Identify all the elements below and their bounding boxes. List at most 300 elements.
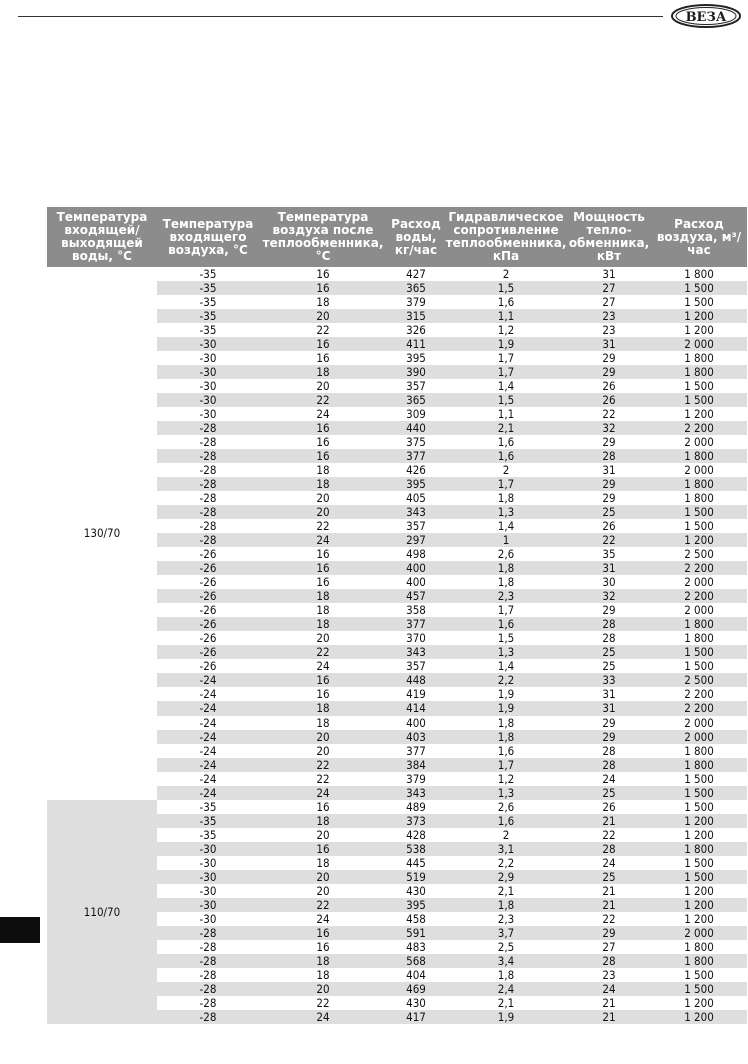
air-flow-cell: 1 200	[651, 533, 747, 547]
water-flow-cell: 357	[387, 519, 445, 533]
air-flow-cell: 1 200	[651, 898, 747, 912]
inlet-air-temp-cell: -28	[157, 519, 259, 533]
power-cell: 25	[567, 505, 651, 519]
power-cell: 22	[567, 407, 651, 421]
inlet-air-temp-cell: -28	[157, 505, 259, 519]
inlet-air-temp-cell: -26	[157, 561, 259, 575]
power-cell: 33	[567, 673, 651, 687]
outlet-air-temp-cell: 16	[259, 673, 387, 687]
outlet-air-temp-cell: 22	[259, 758, 387, 772]
hydraulic-resistance-cell: 2,1	[445, 421, 567, 435]
power-cell: 31	[567, 561, 651, 575]
water-flow-cell: 365	[387, 281, 445, 295]
hydraulic-resistance-cell: 1,5	[445, 393, 567, 407]
outlet-air-temp-cell: 22	[259, 519, 387, 533]
hydraulic-resistance-cell: 1	[445, 533, 567, 547]
inlet-air-temp-cell: -35	[157, 267, 259, 281]
air-flow-cell: 2 000	[651, 603, 747, 617]
water-flow-cell: 326	[387, 323, 445, 337]
water-flow-cell: 419	[387, 687, 445, 701]
water-flow-cell: 489	[387, 800, 445, 814]
outlet-air-temp-cell: 22	[259, 323, 387, 337]
water-flow-cell: 445	[387, 856, 445, 870]
inlet-air-temp-cell: -24	[157, 758, 259, 772]
outlet-air-temp-cell: 18	[259, 295, 387, 309]
air-flow-cell: 1 800	[651, 954, 747, 968]
outlet-air-temp-cell: 20	[259, 730, 387, 744]
water-flow-cell: 370	[387, 631, 445, 645]
power-cell: 28	[567, 758, 651, 772]
water-flow-cell: 568	[387, 954, 445, 968]
water-flow-cell: 448	[387, 673, 445, 687]
inlet-air-temp-cell: -35	[157, 814, 259, 828]
hydraulic-resistance-cell: 1,1	[445, 407, 567, 421]
outlet-air-temp-cell: 20	[259, 505, 387, 519]
outlet-air-temp-cell: 20	[259, 744, 387, 758]
hydraulic-resistance-cell: 2,3	[445, 912, 567, 926]
water-flow-cell: 469	[387, 982, 445, 996]
air-flow-cell: 1 500	[651, 800, 747, 814]
performance-table-container	[47, 207, 747, 1024]
hydraulic-resistance-cell: 1,7	[445, 758, 567, 772]
water-flow-cell: 457	[387, 589, 445, 603]
hydraulic-resistance-cell: 1,3	[445, 645, 567, 659]
inlet-air-temp-cell: -24	[157, 687, 259, 701]
air-flow-cell: 2 000	[651, 463, 747, 477]
outlet-air-temp-cell: 20	[259, 828, 387, 842]
hydraulic-resistance-cell: 1,4	[445, 519, 567, 533]
water-flow-cell: 591	[387, 926, 445, 940]
power-cell: 27	[567, 295, 651, 309]
power-cell: 31	[567, 463, 651, 477]
power-cell: 32	[567, 589, 651, 603]
power-cell: 29	[567, 730, 651, 744]
air-flow-cell: 1 500	[651, 519, 747, 533]
power-cell: 28	[567, 617, 651, 631]
hydraulic-resistance-cell: 1,1	[445, 309, 567, 323]
hydraulic-resistance-cell: 1,5	[445, 631, 567, 645]
water-flow-cell: 375	[387, 435, 445, 449]
outlet-air-temp-cell: 24	[259, 407, 387, 421]
outlet-air-temp-cell: 22	[259, 772, 387, 786]
air-flow-cell: 1 200	[651, 828, 747, 842]
air-flow-cell: 1 800	[651, 365, 747, 379]
hydraulic-resistance-cell: 1,3	[445, 505, 567, 519]
water-flow-cell: 483	[387, 940, 445, 954]
air-flow-cell: 2 000	[651, 435, 747, 449]
inlet-air-temp-cell: -30	[157, 365, 259, 379]
air-flow-cell: 1 200	[651, 407, 747, 421]
air-flow-cell: 2 000	[651, 716, 747, 730]
inlet-air-temp-cell: -35	[157, 323, 259, 337]
water-flow-cell: 414	[387, 701, 445, 715]
outlet-air-temp-cell: 16	[259, 842, 387, 856]
power-cell: 21	[567, 814, 651, 828]
air-flow-cell: 2 000	[651, 730, 747, 744]
hydraulic-resistance-cell: 1,9	[445, 1010, 567, 1024]
water-flow-cell: 377	[387, 744, 445, 758]
page-edge-marker	[0, 917, 40, 943]
power-cell: 23	[567, 309, 651, 323]
inlet-air-temp-cell: -28	[157, 533, 259, 547]
inlet-air-temp-cell: -35	[157, 295, 259, 309]
hydraulic-resistance-cell: 1,6	[445, 449, 567, 463]
water-flow-cell: 315	[387, 309, 445, 323]
inlet-air-temp-cell: -30	[157, 898, 259, 912]
power-cell: 31	[567, 337, 651, 351]
water-flow-cell: 498	[387, 547, 445, 561]
outlet-air-temp-cell: 20	[259, 870, 387, 884]
water-flow-cell: 343	[387, 505, 445, 519]
air-flow-cell: 1 500	[651, 379, 747, 393]
header-rule	[18, 16, 663, 17]
power-cell: 24	[567, 772, 651, 786]
inlet-air-temp-cell: -26	[157, 575, 259, 589]
col-header-outlet-air-temp: Температура воздуха после теплообменника, °С	[259, 207, 387, 267]
power-cell: 29	[567, 491, 651, 505]
inlet-air-temp-cell: -30	[157, 842, 259, 856]
air-flow-cell: 2 200	[651, 701, 747, 715]
water-temp-group-cell: 110/70	[47, 800, 157, 1024]
inlet-air-temp-cell: -28	[157, 421, 259, 435]
power-cell: 31	[567, 701, 651, 715]
col-header-hydraulic-resistance: Гидравлическое сопротивление теплообменника, кПа	[445, 207, 567, 267]
power-cell: 24	[567, 982, 651, 996]
outlet-air-temp-cell: 18	[259, 617, 387, 631]
air-flow-cell: 1 200	[651, 912, 747, 926]
power-cell: 25	[567, 659, 651, 673]
water-flow-cell: 343	[387, 786, 445, 800]
hydraulic-resistance-cell: 1,8	[445, 561, 567, 575]
hydraulic-resistance-cell: 2,1	[445, 884, 567, 898]
outlet-air-temp-cell: 18	[259, 603, 387, 617]
power-cell: 29	[567, 351, 651, 365]
inlet-air-temp-cell: -30	[157, 870, 259, 884]
air-flow-cell: 1 800	[651, 491, 747, 505]
power-cell: 28	[567, 954, 651, 968]
power-cell: 29	[567, 365, 651, 379]
hydraulic-resistance-cell: 1,3	[445, 786, 567, 800]
water-flow-cell: 390	[387, 365, 445, 379]
air-flow-cell: 1 500	[651, 982, 747, 996]
outlet-air-temp-cell: 20	[259, 884, 387, 898]
air-flow-cell: 1 500	[651, 393, 747, 407]
hydraulic-resistance-cell: 3,1	[445, 842, 567, 856]
inlet-air-temp-cell: -28	[157, 968, 259, 982]
power-cell: 28	[567, 744, 651, 758]
outlet-air-temp-cell: 16	[259, 281, 387, 295]
water-flow-cell: 400	[387, 716, 445, 730]
outlet-air-temp-cell: 18	[259, 701, 387, 715]
hydraulic-resistance-cell: 1,4	[445, 379, 567, 393]
air-flow-cell: 1 800	[651, 267, 747, 281]
power-cell: 29	[567, 926, 651, 940]
inlet-air-temp-cell: -28	[157, 954, 259, 968]
veza-logo	[670, 3, 742, 29]
table-row	[47, 800, 747, 814]
inlet-air-temp-cell: -28	[157, 491, 259, 505]
outlet-air-temp-cell: 18	[259, 968, 387, 982]
outlet-air-temp-cell: 16	[259, 351, 387, 365]
outlet-air-temp-cell: 16	[259, 421, 387, 435]
power-cell: 21	[567, 1010, 651, 1024]
air-flow-cell: 2 200	[651, 561, 747, 575]
inlet-air-temp-cell: -28	[157, 463, 259, 477]
outlet-air-temp-cell: 22	[259, 393, 387, 407]
air-flow-cell: 1 500	[651, 659, 747, 673]
inlet-air-temp-cell: -26	[157, 631, 259, 645]
water-flow-cell: 379	[387, 295, 445, 309]
outlet-air-temp-cell: 18	[259, 954, 387, 968]
water-flow-cell: 428	[387, 828, 445, 842]
col-header-inlet-air-temp: Температура входящего воздуха, °С	[157, 207, 259, 267]
col-header-water-flow: Расход воды, кг/час	[387, 207, 445, 267]
water-flow-cell: 377	[387, 449, 445, 463]
power-cell: 21	[567, 898, 651, 912]
power-cell: 29	[567, 477, 651, 491]
inlet-air-temp-cell: -30	[157, 351, 259, 365]
air-flow-cell: 1 500	[651, 870, 747, 884]
outlet-air-temp-cell: 18	[259, 856, 387, 870]
outlet-air-temp-cell: 16	[259, 687, 387, 701]
air-flow-cell: 1 200	[651, 884, 747, 898]
power-cell: 28	[567, 449, 651, 463]
water-flow-cell: 357	[387, 379, 445, 393]
inlet-air-temp-cell: -35	[157, 800, 259, 814]
power-cell: 26	[567, 800, 651, 814]
outlet-air-temp-cell: 24	[259, 912, 387, 926]
power-cell: 35	[567, 547, 651, 561]
outlet-air-temp-cell: 20	[259, 982, 387, 996]
hydraulic-resistance-cell: 1,7	[445, 365, 567, 379]
hydraulic-resistance-cell: 1,9	[445, 701, 567, 715]
power-cell: 22	[567, 533, 651, 547]
performance-table	[47, 207, 747, 1024]
air-flow-cell: 2 000	[651, 575, 747, 589]
inlet-air-temp-cell: -30	[157, 856, 259, 870]
inlet-air-temp-cell: -24	[157, 701, 259, 715]
air-flow-cell: 2 000	[651, 337, 747, 351]
power-cell: 28	[567, 631, 651, 645]
inlet-air-temp-cell: -28	[157, 982, 259, 996]
outlet-air-temp-cell: 24	[259, 533, 387, 547]
air-flow-cell: 1 500	[651, 645, 747, 659]
air-flow-cell: 1 200	[651, 996, 747, 1010]
table-body	[47, 267, 747, 1024]
power-cell: 27	[567, 940, 651, 954]
col-header-power: Мощность тепло-обменника, кВт	[567, 207, 651, 267]
air-flow-cell: 1 800	[651, 940, 747, 954]
hydraulic-resistance-cell: 1,2	[445, 323, 567, 337]
hydraulic-resistance-cell: 1,8	[445, 968, 567, 982]
inlet-air-temp-cell: -35	[157, 281, 259, 295]
inlet-air-temp-cell: -26	[157, 603, 259, 617]
hydraulic-resistance-cell: 1,6	[445, 617, 567, 631]
outlet-air-temp-cell: 16	[259, 267, 387, 281]
col-header-water-temp: Температура входящей/ выходящей воды, °С	[47, 207, 157, 267]
water-flow-cell: 458	[387, 912, 445, 926]
water-flow-cell: 384	[387, 758, 445, 772]
water-flow-cell: 403	[387, 730, 445, 744]
power-cell: 29	[567, 603, 651, 617]
power-cell: 25	[567, 645, 651, 659]
water-flow-cell: 358	[387, 603, 445, 617]
outlet-air-temp-cell: 16	[259, 926, 387, 940]
power-cell: 26	[567, 519, 651, 533]
outlet-air-temp-cell: 18	[259, 365, 387, 379]
outlet-air-temp-cell: 20	[259, 631, 387, 645]
outlet-air-temp-cell: 20	[259, 309, 387, 323]
inlet-air-temp-cell: -28	[157, 1010, 259, 1024]
outlet-air-temp-cell: 24	[259, 786, 387, 800]
outlet-air-temp-cell: 22	[259, 898, 387, 912]
inlet-air-temp-cell: -28	[157, 926, 259, 940]
power-cell: 29	[567, 716, 651, 730]
water-flow-cell: 427	[387, 267, 445, 281]
air-flow-cell: 1 800	[651, 351, 747, 365]
air-flow-cell: 1 200	[651, 1010, 747, 1024]
outlet-air-temp-cell: 24	[259, 659, 387, 673]
hydraulic-resistance-cell: 1,2	[445, 772, 567, 786]
hydraulic-resistance-cell: 1,9	[445, 337, 567, 351]
water-flow-cell: 297	[387, 533, 445, 547]
power-cell: 26	[567, 379, 651, 393]
air-flow-cell: 2 000	[651, 926, 747, 940]
water-flow-cell: 538	[387, 842, 445, 856]
power-cell: 22	[567, 828, 651, 842]
power-cell: 30	[567, 575, 651, 589]
inlet-air-temp-cell: -26	[157, 547, 259, 561]
hydraulic-resistance-cell: 1,6	[445, 744, 567, 758]
logo-text: ВЕЗА	[685, 10, 727, 25]
inlet-air-temp-cell: -30	[157, 393, 259, 407]
air-flow-cell: 1 200	[651, 323, 747, 337]
hydraulic-resistance-cell: 1,9	[445, 687, 567, 701]
water-flow-cell: 343	[387, 645, 445, 659]
hydraulic-resistance-cell: 2,6	[445, 547, 567, 561]
hydraulic-resistance-cell: 1,8	[445, 730, 567, 744]
hydraulic-resistance-cell: 2	[445, 267, 567, 281]
outlet-air-temp-cell: 20	[259, 491, 387, 505]
air-flow-cell: 1 800	[651, 744, 747, 758]
outlet-air-temp-cell: 18	[259, 716, 387, 730]
air-flow-cell: 1 800	[651, 449, 747, 463]
air-flow-cell: 1 800	[651, 631, 747, 645]
power-cell: 31	[567, 267, 651, 281]
air-flow-cell: 2 200	[651, 687, 747, 701]
power-cell: 28	[567, 842, 651, 856]
water-flow-cell: 365	[387, 393, 445, 407]
air-flow-cell: 1 500	[651, 772, 747, 786]
inlet-air-temp-cell: -24	[157, 716, 259, 730]
air-flow-cell: 1 800	[651, 758, 747, 772]
air-flow-cell: 1 500	[651, 281, 747, 295]
hydraulic-resistance-cell: 2	[445, 828, 567, 842]
air-flow-cell: 1 200	[651, 309, 747, 323]
power-cell: 24	[567, 856, 651, 870]
air-flow-cell: 2 500	[651, 547, 747, 561]
inlet-air-temp-cell: -28	[157, 449, 259, 463]
water-flow-cell: 405	[387, 491, 445, 505]
hydraulic-resistance-cell: 1,7	[445, 477, 567, 491]
water-flow-cell: 400	[387, 575, 445, 589]
outlet-air-temp-cell: 24	[259, 1010, 387, 1024]
inlet-air-temp-cell: -24	[157, 786, 259, 800]
hydraulic-resistance-cell: 2,5	[445, 940, 567, 954]
water-flow-cell: 357	[387, 659, 445, 673]
hydraulic-resistance-cell: 2,2	[445, 856, 567, 870]
outlet-air-temp-cell: 16	[259, 449, 387, 463]
hydraulic-resistance-cell: 3,4	[445, 954, 567, 968]
inlet-air-temp-cell: -26	[157, 589, 259, 603]
table-row	[47, 267, 747, 281]
power-cell: 32	[567, 421, 651, 435]
power-cell: 23	[567, 968, 651, 982]
air-flow-cell: 2 500	[651, 673, 747, 687]
hydraulic-resistance-cell: 1,7	[445, 603, 567, 617]
power-cell: 27	[567, 281, 651, 295]
inlet-air-temp-cell: -24	[157, 730, 259, 744]
inlet-air-temp-cell: -26	[157, 645, 259, 659]
inlet-air-temp-cell: -35	[157, 828, 259, 842]
water-flow-cell: 411	[387, 337, 445, 351]
water-flow-cell: 400	[387, 561, 445, 575]
outlet-air-temp-cell: 16	[259, 940, 387, 954]
water-flow-cell: 430	[387, 884, 445, 898]
hydraulic-resistance-cell: 1,4	[445, 659, 567, 673]
outlet-air-temp-cell: 16	[259, 337, 387, 351]
water-flow-cell: 440	[387, 421, 445, 435]
hydraulic-resistance-cell: 1,5	[445, 281, 567, 295]
hydraulic-resistance-cell: 2,3	[445, 589, 567, 603]
table-header-row	[47, 207, 747, 267]
water-flow-cell: 377	[387, 617, 445, 631]
hydraulic-resistance-cell: 2,4	[445, 982, 567, 996]
inlet-air-temp-cell: -30	[157, 379, 259, 393]
hydraulic-resistance-cell: 1,8	[445, 491, 567, 505]
inlet-air-temp-cell: -28	[157, 435, 259, 449]
power-cell: 26	[567, 393, 651, 407]
hydraulic-resistance-cell: 1,8	[445, 716, 567, 730]
hydraulic-resistance-cell: 2,2	[445, 673, 567, 687]
hydraulic-resistance-cell: 2,6	[445, 800, 567, 814]
air-flow-cell: 1 800	[651, 477, 747, 491]
power-cell: 25	[567, 870, 651, 884]
air-flow-cell: 2 200	[651, 589, 747, 603]
outlet-air-temp-cell: 18	[259, 814, 387, 828]
inlet-air-temp-cell: -24	[157, 744, 259, 758]
air-flow-cell: 1 500	[651, 505, 747, 519]
inlet-air-temp-cell: -28	[157, 477, 259, 491]
water-flow-cell: 309	[387, 407, 445, 421]
hydraulic-resistance-cell: 1,6	[445, 295, 567, 309]
outlet-air-temp-cell: 16	[259, 547, 387, 561]
outlet-air-temp-cell: 16	[259, 800, 387, 814]
air-flow-cell: 1 200	[651, 814, 747, 828]
air-flow-cell: 2 200	[651, 421, 747, 435]
inlet-air-temp-cell: -30	[157, 912, 259, 926]
air-flow-cell: 1 800	[651, 617, 747, 631]
col-header-air-flow: Расход воздуха, м³/час	[651, 207, 747, 267]
hydraulic-resistance-cell: 3,7	[445, 926, 567, 940]
hydraulic-resistance-cell: 1,8	[445, 898, 567, 912]
water-flow-cell: 519	[387, 870, 445, 884]
power-cell: 29	[567, 435, 651, 449]
inlet-air-temp-cell: -35	[157, 309, 259, 323]
water-flow-cell: 426	[387, 463, 445, 477]
hydraulic-resistance-cell: 2,1	[445, 996, 567, 1010]
hydraulic-resistance-cell: 1,6	[445, 814, 567, 828]
